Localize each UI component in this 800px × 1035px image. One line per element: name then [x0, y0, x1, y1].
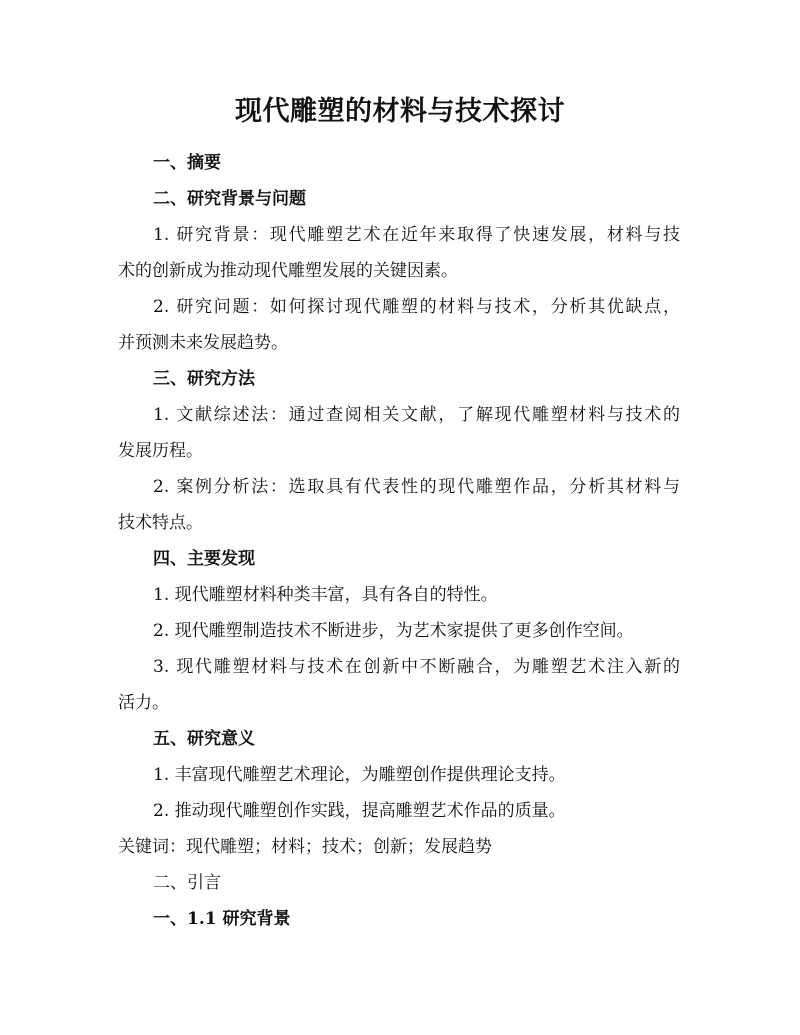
paragraph-line: 活力。: [118, 693, 169, 713]
paragraph-line: 2. 案例分析法：选取具有代表性的现代雕塑作品，分析其材料与: [153, 477, 680, 497]
paragraph-line: 3. 现代雕塑材料与技术在创新中不断融合，为雕塑艺术注入新的: [153, 657, 680, 677]
section-heading-significance: 五、研究意义: [153, 729, 255, 749]
paragraph-line: 1. 文献综述法：通过查阅相关文献，了解现代雕塑材料与技术的: [153, 405, 680, 425]
subsection-heading-research-background: 一、1.1 研究背景: [153, 909, 291, 929]
section-heading-abstract: 一、摘要: [153, 153, 221, 173]
paragraph-line: 2. 研究问题：如何探讨现代雕塑的材料与技术，分析其优缺点，: [153, 297, 680, 317]
paragraph-line: 并预测未来发展趋势。: [118, 333, 288, 353]
paragraph-line: 2. 现代雕塑制造技术不断进步，为艺术家提供了更多创作空间。: [153, 621, 634, 641]
paragraph-line: 1. 研究背景：现代雕塑艺术在近年来取得了快速发展，材料与技: [153, 225, 680, 245]
document-body: [118, 145, 680, 937]
paragraph-line: 2. 推动现代雕塑创作实践，提高雕塑艺术作品的质量。: [153, 801, 566, 821]
paragraph-line: 技术特点。: [118, 513, 203, 533]
section-heading-introduction: 二、引言: [153, 873, 221, 893]
section-heading-findings: 四、主要发现: [153, 549, 255, 569]
keywords-line: 关键词：现代雕塑；材料；技术；创新；发展趋势: [118, 837, 492, 857]
section-heading-background: 二、研究背景与问题: [153, 189, 306, 209]
section-heading-methods: 三、研究方法: [153, 369, 255, 389]
paragraph-line: 1. 现代雕塑材料种类丰富，具有各自的特性。: [153, 585, 498, 605]
document-title: 现代雕塑的材料与技术探讨: [235, 96, 565, 127]
paragraph-line: 1. 丰富现代雕塑艺术理论，为雕塑创作提供理论支持。: [153, 765, 566, 785]
paragraph-line: 发展历程。: [118, 441, 203, 461]
paragraph-line: 术的创新成为推动现代雕塑发展的关键因素。: [118, 261, 458, 281]
